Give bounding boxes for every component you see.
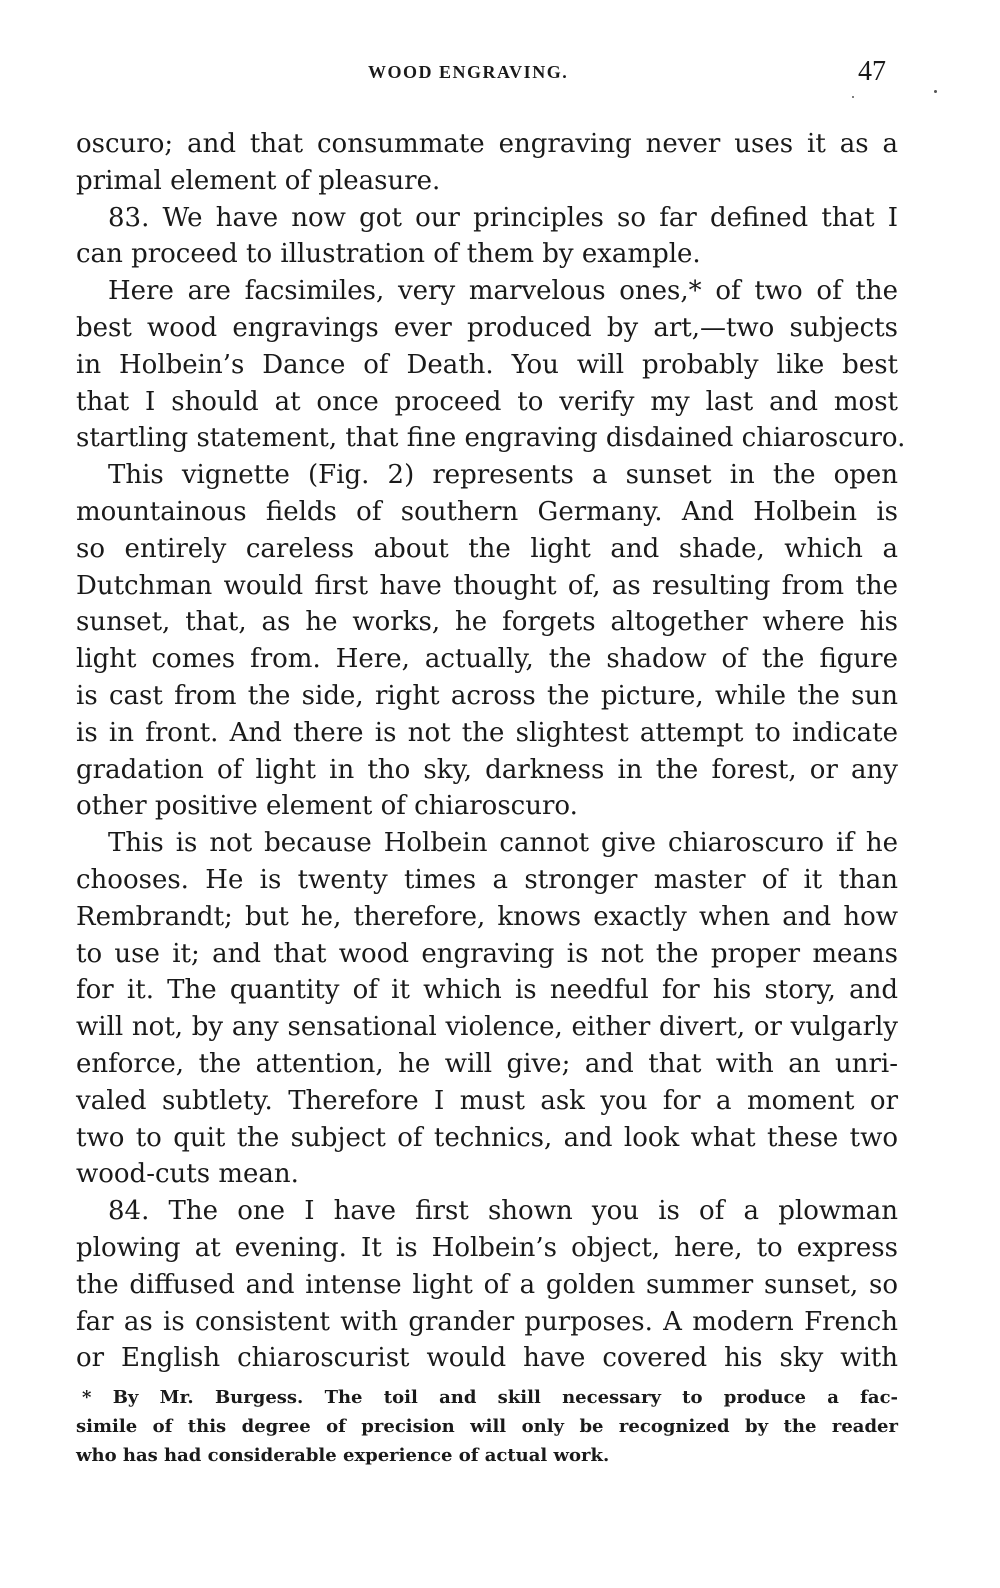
text-line: oscuro; and that consummate engraving never uses it as a [76, 129, 898, 159]
body-text [76, 126, 906, 1377]
text-line: wood-cuts mean. [76, 1159, 299, 1190]
running-title: WOOD ENGRAVING. [368, 62, 569, 82]
text-line: is cast from the side, right across the picture, while the sun [76, 680, 898, 711]
text-line: Dutchman would first have thought of, as resulting from the [76, 570, 898, 601]
text-line: chooses. He is twenty times a stronger master of it than [76, 864, 898, 895]
footnote-line: who has had considerable experience of actual work. [76, 1445, 610, 1466]
text-line: other positive element of chiaroscuro. [76, 791, 578, 822]
text-line: primal element of pleasure. [76, 165, 441, 196]
footnote [76, 1383, 898, 1470]
text-line: in Holbein’s Dance of Death. You will probably like best [76, 349, 898, 380]
print-speck [852, 96, 854, 98]
text-line: valed subtlety. Therefore I must ask you for a moment or [76, 1085, 898, 1116]
text-line: for it. The quantity of it which is needful for his story, and [76, 975, 898, 1006]
text-line: This vignette (Fig. 2) represents a sunset in the open [108, 460, 898, 491]
paragraph-84-start: 84. The one I have first shown you is of a plowman [108, 1196, 898, 1227]
print-speck [934, 90, 937, 93]
page-number: 47 [858, 56, 886, 87]
text-line: the diffused and intense light of a golden summer sunset, so [76, 1269, 898, 1300]
text-line: or English chiaroscurist would have covered his sky with [76, 1343, 898, 1374]
text-line: enforce, the attention, he will give; and that with an unri- [76, 1048, 898, 1079]
text-line: startling statement, that fine engraving disdained chiaroscuro. [76, 423, 906, 454]
paragraph-83-start: 83. We have now got our principles so far defined that I [108, 202, 898, 233]
text-line: far as is consistent with grander purposes. A modern French [76, 1306, 898, 1337]
text-line: can proceed to illustration of them by example. [76, 239, 701, 270]
text-line: best wood engravings ever produced by art,—two subjects [76, 312, 898, 343]
text-line: sunset, that, as he works, he forgets altogether where his [76, 607, 898, 638]
footnote-line: * By Mr. Burgess. The toil and skill necessary to produce a fac- [82, 1387, 898, 1408]
text-line: so entirely careless about the light and shade, which a [76, 533, 898, 564]
text-line: two to quit the subject of technics, and look what these two [76, 1122, 898, 1153]
text-line: plowing at evening. It is Holbein’s object, here, to express [76, 1232, 898, 1263]
running-header [0, 56, 1000, 92]
text-line: Here are facsimiles, very marvelous ones,* of two of the [108, 276, 898, 307]
text-line: This is not because Holbein cannot give chiaroscuro if he [108, 828, 898, 859]
text-line: will not, by any sensational violence, either divert, or vulgarly [76, 1012, 898, 1043]
text-line: is in front. And there is not the slightest attempt to indicate [76, 717, 898, 748]
text-line: that I should at once proceed to verify my last and most [76, 386, 898, 417]
text-line: Rembrandt; but he, therefore, knows exactly when and how [76, 901, 898, 932]
footnote-line: simile of this degree of precision will only be recognized by the reader [76, 1416, 898, 1437]
text-line: to use it; and that wood engraving is not the proper means [76, 938, 898, 969]
text-line: light comes from. Here, actually, the shadow of the figure [76, 644, 898, 675]
text-line: gradation of light in tho sky, darkness in the forest, or any [76, 754, 898, 785]
text-line: mountainous fields of southern Germany. And Holbein is [76, 496, 898, 527]
